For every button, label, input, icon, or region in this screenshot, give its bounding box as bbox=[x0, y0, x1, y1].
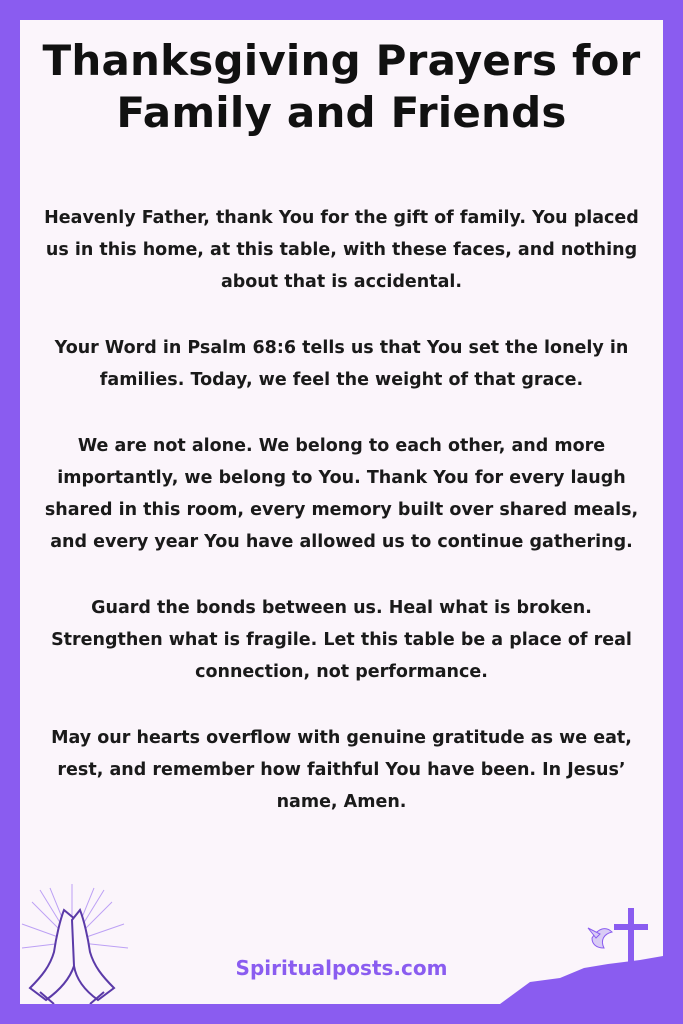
site-name: Spiritualposts.com bbox=[235, 956, 448, 980]
cross-dove-icon bbox=[500, 898, 663, 1004]
page-title bbox=[20, 35, 663, 139]
prayer-paragraph-3: We are not alone. We belong to each other, and more importantly, we belong to You. Thank You for every laugh shared in this room, every memory built over shared meals, and every year You have allowed us to continue gathering. bbox=[44, 436, 639, 552]
prayer-paragraph-1: Heavenly Father, thank You for the gift of family. You placed us in this home, at this table, with these faces, and nothing about that is accidental. bbox=[44, 208, 639, 292]
prayer-card bbox=[20, 20, 663, 1004]
prayer-paragraph-4: Guard the bonds between us. Heal what is broken. Strengthen what is fragile. Let this table be a place of real connection, not performance. bbox=[51, 598, 632, 682]
title-line-2: Family and Friends bbox=[116, 88, 567, 137]
prayer-paragraph-2: Your Word in Psalm 68:6 tells us that You set the lonely in families. Today, we feel the weight of that grace. bbox=[54, 338, 629, 390]
praying-hands-icon bbox=[20, 880, 135, 1004]
prayer-paragraph-5: May our hearts overflow with genuine gratitude as we eat, rest, and remember how faithful You have been. In Jesus’ name, Amen. bbox=[51, 728, 632, 812]
prayer-body bbox=[42, 202, 641, 852]
title-line-1: Thanksgiving Prayers for bbox=[42, 36, 641, 85]
